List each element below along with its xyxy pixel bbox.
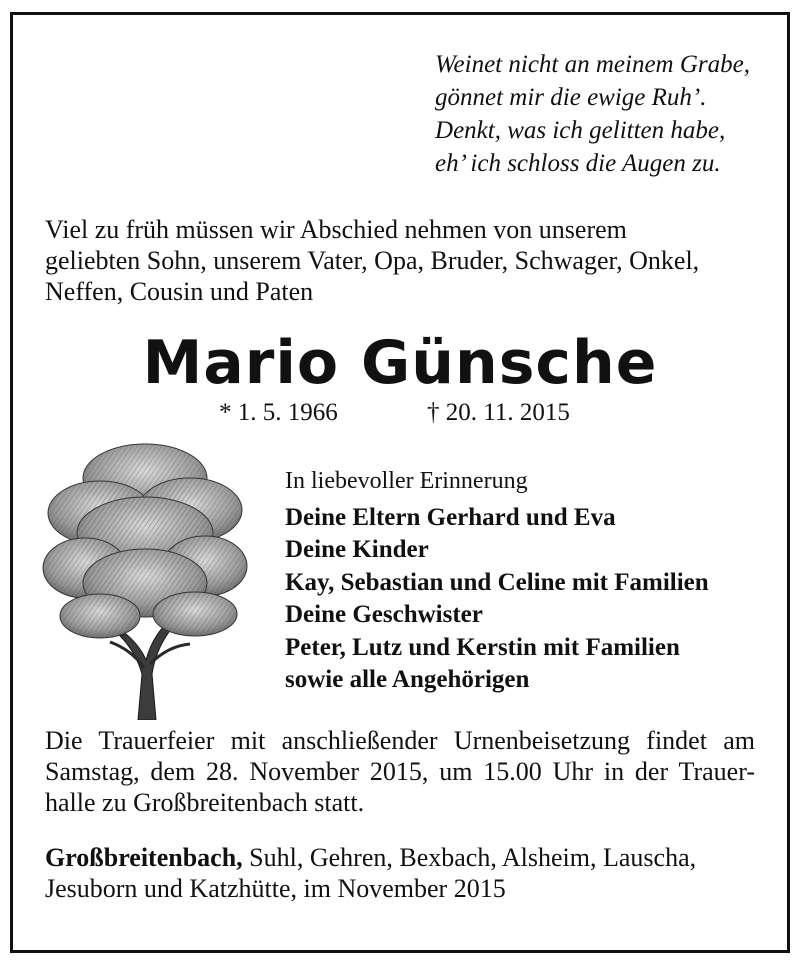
other-places: Suhl, Gehren, Bexbach, Alsheim, Lauscha, bbox=[242, 843, 697, 872]
family-signatures bbox=[285, 466, 775, 696]
places-line bbox=[45, 842, 765, 873]
intro-line: geliebten Sohn, unserem Vater, Opa, Bruder, Schwager, Onkel, bbox=[45, 246, 700, 275]
ceremony-text bbox=[45, 725, 755, 818]
intro-line: Viel zu früh müssen wir Abschied nehmen von unserem bbox=[45, 215, 627, 244]
ceremony-line: halle zu Großbreitenbach statt. bbox=[45, 788, 365, 817]
main-place: Großbreitenbach, bbox=[45, 843, 243, 872]
family-line: Peter, Lutz und Kerstin mit Familien bbox=[285, 633, 680, 661]
tree-icon bbox=[40, 438, 250, 720]
poem-line: Denkt, was ich gelitten habe, bbox=[435, 117, 726, 144]
places-text bbox=[45, 842, 765, 904]
birth-date: * 1. 5. 1966 bbox=[219, 399, 338, 426]
poem-line: gönnet mir die ewige Ruh’. bbox=[435, 84, 707, 111]
family-line: sowie alle Angehörigen bbox=[285, 666, 530, 694]
family-line: Deine Eltern Gerhard und Eva bbox=[285, 504, 616, 531]
poem-line: Weinet nicht an meinem Grabe, bbox=[435, 51, 750, 78]
death-date: † 20. 11. 2015 bbox=[427, 399, 570, 426]
intro-line: Neffen, Cousin und Paten bbox=[45, 277, 314, 306]
ceremony-line: Samstag, dem 28. November 2015, um 15.00 Uhr in der Trauer- bbox=[45, 757, 755, 786]
family-line: Deine Geschwister bbox=[285, 601, 483, 629]
poem-line: eh’ ich schloss die Augen zu. bbox=[435, 150, 721, 177]
poem bbox=[435, 48, 750, 180]
family-intro: In liebevoller Erinnerung bbox=[285, 468, 528, 494]
places-line: Jesuborn und Katzhütte, im November 2015 bbox=[45, 874, 506, 903]
deceased-name: Mario Günsche bbox=[142, 328, 658, 398]
family-line: Kay, Sebastian und Celine mit Familien bbox=[285, 568, 709, 596]
intro-text bbox=[45, 214, 765, 307]
family-line: Deine Kinder bbox=[285, 536, 429, 564]
ceremony-line: Die Trauerfeier mit anschließender Urnenbeisetzung findet am bbox=[45, 726, 755, 755]
